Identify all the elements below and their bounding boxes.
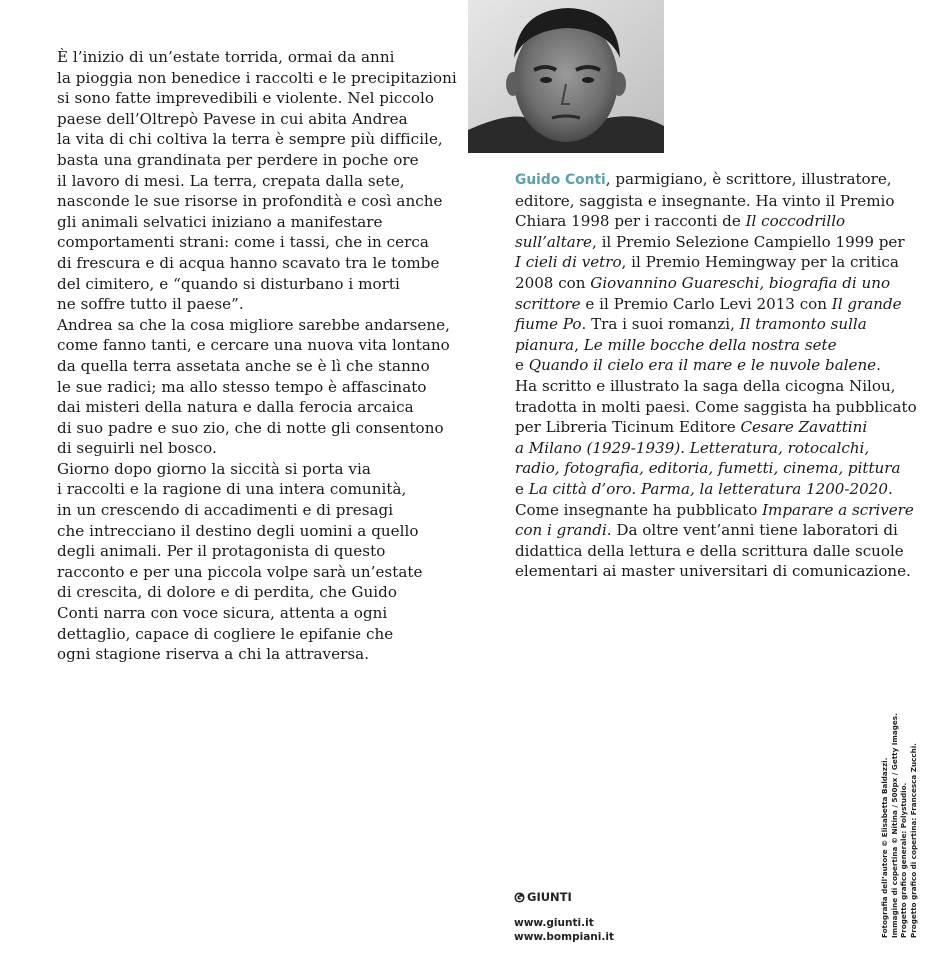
bio-text: Ha scritto e illustrato la saga della cicogna Nilou,: [515, 376, 896, 395]
bio-line: [515, 211, 895, 232]
giunti-logo-icon: [514, 892, 525, 903]
bio-line: [515, 561, 911, 582]
synopsis-line: in un crescendo di accadimenti e di presagi: [57, 501, 394, 520]
bio-title-italic: Imparare a scrivere: [762, 500, 914, 519]
synopsis-line: Andrea sa che la cosa migliore sarebbe andarsene,: [57, 315, 450, 334]
synopsis-line: ogni stagione riserva a chi la attraversa.: [57, 645, 370, 664]
author-photo: [468, 0, 664, 153]
synopsis-line: da quella terra assetata anche se è lì che stanno: [57, 356, 430, 375]
bio-line: [515, 397, 917, 418]
bio-text: , il Premio Hemingway per la critica: [621, 253, 899, 272]
synopsis-line: di suo padre e suo zio, che di notte gli consentono: [57, 418, 444, 437]
synopsis-line: come fanno tanti, e cercare una nuova vita lontano: [57, 336, 450, 355]
bio-text: , il Premio Selezione Campiello 1999 per: [591, 232, 905, 251]
credit-line: Progetto grafico di copertina: Francesca Zucchi.: [908, 743, 918, 938]
bompiani-website-link[interactable]: www.bompiani.it: [514, 931, 614, 943]
bio-line: [515, 541, 904, 562]
synopsis-line: dai misteri della natura e dalla ferocia arcaica: [57, 398, 414, 417]
giunti-logo: [514, 890, 614, 904]
bio-title-italic: Le mille bocche della nostra sete: [583, 335, 837, 354]
bio-title-italic: I cieli di vetro: [515, 253, 622, 272]
bio-line: [515, 191, 895, 212]
bio-line: [515, 438, 895, 459]
bio-text: , parmigiano, è scrittore, illustratore,: [605, 170, 892, 188]
synopsis-line: la vita di chi coltiva la terra è sempre più difficile,: [57, 130, 443, 149]
credit-line: Progetto grafico generale: Polystudio.: [899, 782, 908, 938]
bio-line: [515, 169, 895, 191]
bio-line: [515, 294, 902, 315]
bio-text: per Libreria Ticinum Editore: [515, 418, 741, 437]
synopsis-line: del cimitero, e “quando si disturbano i morti: [57, 274, 400, 293]
bio-line: [515, 458, 901, 479]
synopsis-line: racconto e per una piccola volpe sarà un’estate: [57, 562, 423, 581]
bio-title-italic: fiume Po: [515, 315, 582, 334]
publisher-logo-text: GIUNTI: [527, 890, 572, 904]
bio-title-italic: scrittore: [515, 294, 581, 313]
synopsis-line: Giorno dopo giorno la siccità si porta via: [57, 459, 371, 478]
bio-text: didattica della lettura e della scrittura dalle scuole: [515, 541, 904, 560]
synopsis-line: dettaglio, capace di cogliere le epifanie che: [57, 624, 394, 643]
synopsis-line: si sono fatte imprevedibili e violente. Nel piccolo: [57, 89, 435, 108]
bio-text: 2008 con: [515, 273, 591, 292]
synopsis-line: di crescita, di dolore e di perdita, che Guido: [57, 583, 398, 602]
image-credits: [880, 713, 918, 938]
bio-text: .: [876, 356, 881, 375]
bio-line: [515, 417, 895, 438]
synopsis-line: basta una grandinata per perdere in poche ore: [57, 150, 419, 169]
synopsis-line: comportamenti strani: come i tassi, che in cerca: [57, 233, 429, 252]
bio-line: [515, 252, 899, 273]
synopsis-line: di seguirli nel bosco.: [57, 439, 217, 458]
bio-line: [515, 500, 914, 521]
bio-title-italic: Il grande: [831, 294, 902, 313]
publisher-block: [514, 890, 614, 944]
bio-text: elementari ai master universitari di comunicazione.: [515, 562, 911, 581]
synopsis-line: le sue radici; ma allo stesso tempo è affascinato: [57, 377, 427, 396]
bio-title-italic: Il coccodrillo: [745, 212, 846, 231]
bio-text: tradotta in molti paesi. Come saggista ha pubblicato: [515, 397, 917, 416]
bio-text: editore, saggista e insegnante. Ha vinto il Premio: [515, 191, 895, 210]
bio-text: . Da oltre vent’anni tiene laboratori di: [606, 521, 898, 540]
bio-text: e: [515, 479, 529, 498]
bio-title-italic: Giovannino Guareschi, biografia di uno: [590, 273, 891, 292]
bio-text: e il Premio Carlo Levi 2013 con: [580, 294, 832, 313]
bio-title-italic: La città d’oro. Parma, la letteratura 1200-2020: [528, 479, 888, 498]
bio-line: [515, 335, 895, 356]
synopsis-line: È l’inizio di un’estate torrida, ormai da anni: [57, 48, 395, 66]
bio-line: [515, 232, 905, 253]
synopsis-line: il lavoro di mesi. La terra, crepata dalla sete,: [57, 171, 405, 190]
bio-text: . Tra i suoi romanzi,: [581, 315, 740, 334]
synopsis-line: che intrecciano il destino degli uomini a quello: [57, 521, 419, 540]
credit-line: Fotografia dell’autore © Elisabetta Baldazzi.: [880, 757, 889, 938]
synopsis-line: ne soffre tutto il paese”.: [57, 295, 244, 314]
synopsis-line: paese dell’Oltrepò Pavese in cui abita Andrea: [57, 109, 408, 128]
bio-title-italic: pianura: [515, 335, 575, 354]
synopsis-line: nasconde le sue risorse in profondità e così anche: [57, 192, 443, 211]
bio-text: Come insegnante ha pubblicato: [515, 500, 763, 519]
bio-title-italic: Il tramonto sulla: [739, 315, 867, 334]
synopsis-line: gli animali selvatici iniziano a manifestare: [57, 212, 383, 231]
bio-line: [515, 314, 895, 335]
bio-line: [515, 355, 895, 376]
synopsis-line: i raccolti e la ragione di una intera comunità,: [57, 480, 407, 499]
bio-line: [515, 479, 895, 500]
bio-title-italic: a Milano (1929-1939). Letteratura, rotocalchi,: [515, 438, 870, 457]
bio-text: Chiara 1998 per i racconti de: [515, 212, 746, 231]
author-name: Guido Conti: [515, 172, 606, 188]
synopsis-line: la pioggia non benedice i raccolti e le precipitazioni: [57, 68, 457, 87]
giunti-website-link[interactable]: www.giunti.it: [514, 917, 594, 929]
bio-title-italic: sull’altare: [515, 232, 592, 251]
bio-title-italic: radio, fotografia, editoria, fumetti, cinema, pittura: [515, 459, 901, 478]
synopsis-line: Conti narra con voce sicura, attenta a ogni: [57, 604, 388, 623]
bio-line: [515, 376, 895, 397]
credit-line: Immagine di copertina © Nitina / 500px / Getty Images.: [889, 713, 899, 938]
bio-text: e: [515, 356, 529, 375]
bio-text: .: [887, 479, 893, 498]
bio-line: [515, 273, 895, 294]
bio-title-italic: con i grandi: [515, 521, 607, 540]
bio-text: ,: [574, 335, 584, 354]
bio-line: [515, 520, 898, 541]
author-bio: [515, 169, 917, 582]
bio-title-italic: Quando il cielo era il mare e le nuvole balene: [528, 356, 877, 375]
synopsis-text: [57, 47, 457, 665]
synopsis-line: di frescura e di acqua hanno scavato tra le tombe: [57, 253, 440, 272]
bio-title-italic: Cesare Zavattini: [740, 418, 868, 437]
synopsis-line: degli animali. Per il protagonista di questo: [57, 542, 386, 561]
